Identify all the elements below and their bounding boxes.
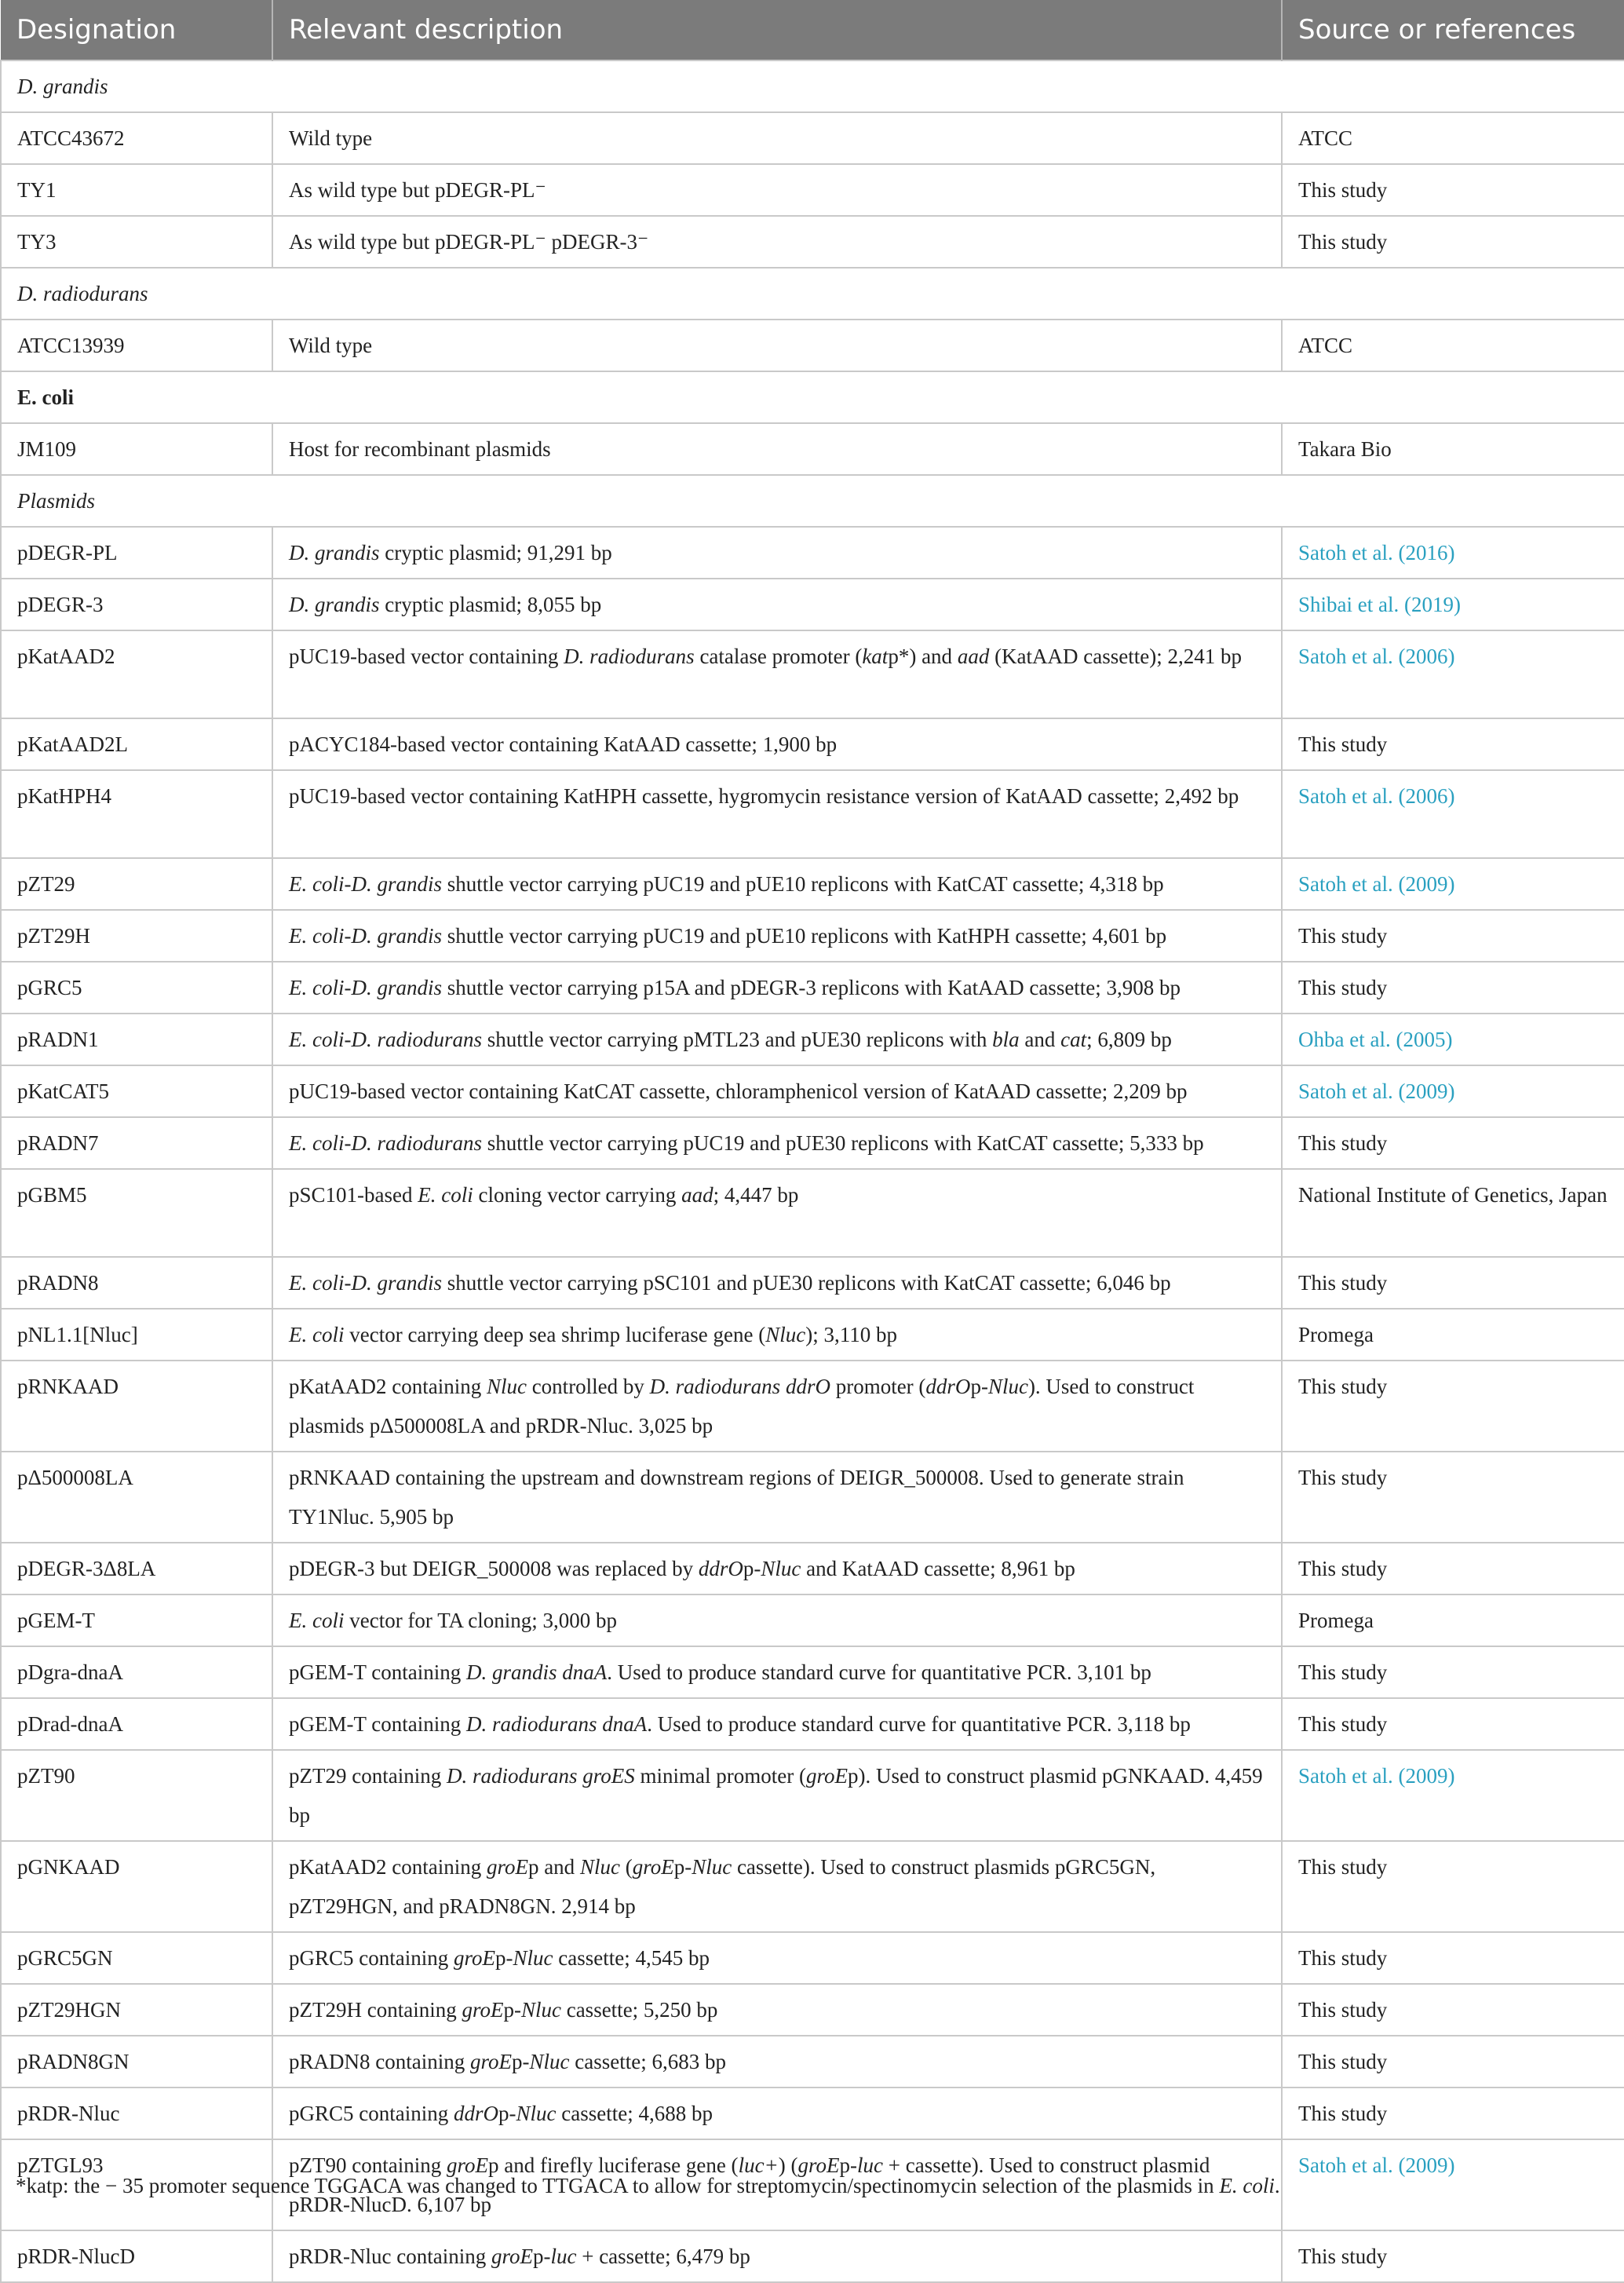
italic-text: aad (681, 1183, 713, 1207)
table-row (1, 1543, 1624, 1594)
text-run: controlled by (526, 1375, 650, 1398)
italic-text: D. radiodurans dnaA (465, 1712, 648, 1736)
italic-text: Nluc (513, 1946, 553, 1970)
text-run: pUC19-based vector containing KatHPH cassette, hygromycin resistance version of KatAAD cassette; 2,492 bp (289, 784, 1239, 808)
italic-text: D. grandis (289, 593, 380, 616)
table-row (1, 1594, 1624, 1646)
italic-text: Nluc (765, 1323, 806, 1346)
designation-cell: pRNKAAD (1, 1361, 272, 1452)
designation-cell: pRADN8GN (1, 2036, 272, 2088)
source-cell: ATCC (1282, 320, 1624, 371)
source-cell: This study (1282, 1932, 1624, 1984)
italic-text: bla (992, 1028, 1020, 1051)
text-run: ); 3,110 bp (805, 1323, 897, 1346)
designation-cell: pRADN8 (1, 1257, 272, 1309)
source-cell: This study (1282, 216, 1624, 268)
source-cell: ATCC (1282, 112, 1624, 164)
reference-link[interactable]: Shibai et al. (2019) (1282, 579, 1624, 630)
description-cell (272, 579, 1282, 630)
italic-text: groE (446, 2153, 488, 2177)
designation-cell: pDEGR-3Δ8LA (1, 1543, 272, 1594)
text-run: p and firefly luciferase gene ( (487, 2153, 739, 2177)
description-cell (272, 1750, 1282, 1841)
table-row (1, 962, 1624, 1014)
description-cell (272, 2036, 1282, 2088)
description-cell (272, 164, 1282, 216)
table-row (1, 1984, 1624, 2036)
designation-cell: pRADN1 (1, 1014, 272, 1065)
text-run: p- (839, 2153, 858, 2177)
italic-text: groE (486, 1855, 528, 1879)
text-run: cassette; 6,683 bp (569, 2050, 726, 2073)
text-run: ; 4,447 bp (713, 1183, 799, 1207)
source-cell: This study (1282, 910, 1624, 962)
description-cell (272, 1361, 1282, 1452)
reference-link[interactable]: Satoh et al. (2006) (1282, 630, 1624, 718)
text-run: pGRC5 containing (289, 2102, 454, 2125)
table-row (1, 1698, 1624, 1750)
designation-cell: pDrad-dnaA (1, 1698, 272, 1750)
source-cell: This study (1282, 1841, 1624, 1932)
italic-text: luc+ (738, 2153, 779, 2177)
text-run: cassette; 5,250 bp (560, 1998, 718, 2022)
italic-text: D. radiodurans (564, 645, 695, 668)
text-run: shuttle vector carrying pMTL23 and pUE30 replicons with (482, 1028, 993, 1051)
italic-text: groE (491, 2245, 533, 2268)
designation-cell: pDEGR-PL (1, 527, 272, 579)
designation-cell: JM109 (1, 423, 272, 475)
description-cell (272, 527, 1282, 579)
text-run: cassette; 4,688 bp (556, 2102, 713, 2125)
description-cell (272, 962, 1282, 1014)
text-run: pACYC184-based vector containing KatAAD cassette; 1,900 bp (289, 732, 838, 756)
table-row (1, 1750, 1624, 1841)
italic-text: E. coli-D. grandis (289, 924, 442, 948)
italic-text: cat (1060, 1028, 1087, 1051)
reference-link[interactable]: Ohba et al. (2005) (1282, 1014, 1624, 1065)
designation-cell: TY1 (1, 164, 272, 216)
text-run: cassette). Used to construct plasmids pGRC5GN, pZT29HGN, and pRADN8GN. 2,914 bp (289, 1855, 1156, 1918)
section-title: Plasmids (1, 475, 1624, 527)
italic-text: groE (462, 1998, 504, 2022)
description-cell (272, 1309, 1282, 1361)
description-cell (272, 2230, 1282, 2282)
table-row (1, 2036, 1624, 2088)
text-run: p*) and (888, 645, 958, 668)
section-row (1, 60, 1624, 112)
italic-text: aad (957, 645, 990, 668)
source-cell: Promega (1282, 1309, 1624, 1361)
italic-text: E. coli-D. radiodurans (289, 1131, 482, 1155)
italic-text: groE (469, 2050, 512, 2073)
designation-cell: pNL1.1[Nluc] (1, 1309, 272, 1361)
text-run: ; 6,809 bp (1086, 1028, 1172, 1051)
italic-text: E. coli (1219, 2174, 1275, 2197)
text-run: p- (532, 2245, 551, 2268)
description-cell (272, 1984, 1282, 2036)
source-cell: This study (1282, 1984, 1624, 2036)
italic-text: E. coli (289, 1609, 345, 1632)
italic-text: E. coli-D. grandis (289, 1271, 442, 1295)
designation-cell: ATCC43672 (1, 112, 272, 164)
italic-text: Nluc (579, 1855, 620, 1879)
table-row (1, 770, 1624, 858)
text-run: + cassette). Used to construct plasmid pRDR-NlucD. 6,107 bp (289, 2153, 1210, 2216)
italic-text: ddrO (454, 2102, 499, 2125)
description-cell (272, 1014, 1282, 1065)
text-run: pZT90 containing (289, 2153, 447, 2177)
description-cell (272, 1841, 1282, 1932)
text-run: ) ( (778, 2153, 798, 2177)
source-cell: This study (1282, 962, 1624, 1014)
text-run: ). Used to construct plasmids pΔ500008LA and pRDR-Nluc. 3,025 bp (289, 1375, 1195, 1437)
description-cell (272, 216, 1282, 268)
table-footnote (16, 2170, 1609, 2201)
designation-cell: pDEGR-3 (1, 579, 272, 630)
italic-text: D. grandis dnaA (465, 1660, 608, 1684)
section-title: D. grandis (1, 60, 1624, 112)
section-row (1, 371, 1624, 423)
italic-text: ddrO (925, 1375, 971, 1398)
table-row (1, 112, 1624, 164)
table-row (1, 423, 1624, 475)
text-run: pUC19-based vector containing KatCAT cassette, chloramphenicol version of KatAAD cassette; 2,209 bp (289, 1079, 1188, 1103)
italic-text: D. radiodurans ddrO (649, 1375, 830, 1398)
text-run: pDEGR-3 but DEIGR_500008 was replaced by (289, 1557, 699, 1580)
section-title: E. coli (1, 371, 1624, 423)
source-cell: This study (1282, 1117, 1624, 1169)
text-run: cryptic plasmid; 91,291 bp (379, 541, 612, 564)
text-run: cloning vector carrying (473, 1183, 682, 1207)
source-cell: This study (1282, 718, 1624, 770)
text-run: shuttle vector carrying pSC101 and pUE30 replicons with KatCAT cassette; 6,046 bp (442, 1271, 1171, 1295)
table-row (1, 630, 1624, 718)
description-cell (272, 1257, 1282, 1309)
text-run: p- (503, 1998, 521, 2022)
source-cell: This study (1282, 2036, 1624, 2088)
text-run: pZT29H containing (289, 1998, 462, 2022)
text-run: pKatAAD2 containing (289, 1855, 487, 1879)
italic-text: luc (550, 2245, 577, 2268)
description-cell (272, 858, 1282, 910)
designation-cell: pKatHPH4 (1, 770, 272, 858)
table-row (1, 1065, 1624, 1117)
italic-text: groE (632, 1855, 674, 1879)
italic-text: Nluc (529, 2050, 570, 2073)
text-run: and KatAAD cassette; 8,961 bp (801, 1557, 1075, 1580)
header-designation: Designation (1, 0, 272, 60)
source-cell: This study (1282, 164, 1624, 216)
source-cell: National Institute of Genetics, Japan (1282, 1169, 1624, 1257)
section-title: D. radiodurans (1, 268, 1624, 320)
text-run: p- (495, 1946, 513, 1970)
table-row (1, 1309, 1624, 1361)
table-row (1, 858, 1624, 910)
table-row (1, 1014, 1624, 1065)
designation-cell: pDgra-dnaA (1, 1646, 272, 1698)
designation-cell: pZT29 (1, 858, 272, 910)
table-row (1, 1452, 1624, 1543)
table-row (1, 718, 1624, 770)
designation-cell: pKatAAD2L (1, 718, 272, 770)
description-cell (272, 1646, 1282, 1698)
source-cell: This study (1282, 1257, 1624, 1309)
text-run: cryptic plasmid; 8,055 bp (379, 593, 602, 616)
text-run: vector carrying deep sea shrimp luciferase gene ( (344, 1323, 766, 1346)
description-cell (272, 1065, 1282, 1117)
italic-text: luc (857, 2153, 884, 2177)
text-run: p- (511, 2050, 530, 2073)
text-run: pKatAAD2 containing (289, 1375, 487, 1398)
description-cell (272, 630, 1282, 718)
designation-cell: pGBM5 (1, 1169, 272, 1257)
italic-text: E. coli-D. radiodurans (289, 1028, 482, 1051)
designation-cell: pRDR-NlucD (1, 2230, 272, 2282)
italic-text: E. coli (418, 1183, 473, 1207)
source-cell: This study (1282, 1543, 1624, 1594)
source-cell: Takara Bio (1282, 423, 1624, 475)
italic-text: E. coli (289, 1323, 345, 1346)
italic-text: ddrO (698, 1557, 743, 1580)
table-header-row (1, 0, 1624, 60)
section-row (1, 475, 1624, 527)
description-cell (272, 1169, 1282, 1257)
text-run: pGRC5 containing (289, 1946, 454, 1970)
description-cell (272, 2088, 1282, 2139)
italic-text: Nluc (486, 1375, 527, 1398)
italic-text: E. coli-D. grandis (289, 976, 442, 999)
description-cell (272, 1698, 1282, 1750)
italic-text: Nluc (987, 1375, 1028, 1398)
description-cell (272, 718, 1282, 770)
description-cell (272, 1594, 1282, 1646)
designation-cell: pGRC5 (1, 962, 272, 1014)
reference-link[interactable]: Satoh et al. (2006) (1282, 770, 1624, 858)
text-run: p- (673, 1855, 692, 1879)
table-row (1, 1169, 1624, 1257)
italic-text: Nluc (761, 1557, 801, 1580)
text-run: shuttle vector carrying p15A and pDEGR-3 replicons with KatAAD cassette; 3,908 bp (442, 976, 1181, 999)
description-cell (272, 1452, 1282, 1543)
source-cell: This study (1282, 1698, 1624, 1750)
header-source: Source or references (1282, 0, 1624, 60)
table-body (1, 60, 1624, 2282)
designation-cell: pKatAAD2 (1, 630, 272, 718)
text-run: As wild type but pDEGR-PL⁻ (289, 178, 546, 202)
description-cell (272, 1543, 1282, 1594)
text-run: and (1019, 1028, 1061, 1051)
italic-text: Nluc (692, 1855, 732, 1879)
designation-cell: pZT29HGN (1, 1984, 272, 2036)
description-cell (272, 112, 1282, 164)
italic-text: kat (862, 645, 889, 668)
section-row (1, 268, 1624, 320)
text-run: pGEM-T containing (289, 1660, 466, 1684)
italic-text: D. grandis (289, 541, 380, 564)
italic-text: groE (797, 2153, 840, 2177)
table-row (1, 1361, 1624, 1452)
text-run: ( (619, 1855, 633, 1879)
text-run: pZT29 containing (289, 1764, 447, 1788)
source-cell: This study (1282, 1646, 1624, 1698)
text-run: pRDR-Nluc containing (289, 2245, 491, 2268)
text-run: As wild type but pDEGR-PL⁻ pDEGR-3⁻ (289, 230, 649, 254)
text-run: + cassette; 6,479 bp (576, 2245, 750, 2268)
table-row (1, 579, 1624, 630)
description-cell (272, 770, 1282, 858)
reference-link[interactable]: Satoh et al. (2009) (1282, 858, 1624, 910)
designation-cell: ATCC13939 (1, 320, 272, 371)
table-row (1, 320, 1624, 371)
text-run: shuttle vector carrying pUC19 and pUE10 replicons with KatHPH cassette; 4,601 bp (442, 924, 1167, 948)
designation-cell: pΔ500008LA (1, 1452, 272, 1543)
text-run: shuttle vector carrying pUC19 and pUE10 replicons with KatCAT cassette; 4,318 bp (442, 872, 1164, 896)
reference-link[interactable]: Satoh et al. (2016) (1282, 527, 1624, 579)
table-row (1, 1841, 1624, 1932)
source-cell: Promega (1282, 1594, 1624, 1646)
text-run: p- (743, 1557, 761, 1580)
italic-text: Nluc (516, 2102, 557, 2125)
text-run: Host for recombinant plasmids (289, 437, 551, 461)
text-run: p- (498, 2102, 516, 2125)
source-cell: This study (1282, 1452, 1624, 1543)
designation-cell: pRDR-Nluc (1, 2088, 272, 2139)
description-cell (272, 1932, 1282, 1984)
text-run: pRADN8 containing (289, 2050, 470, 2073)
text-run: . Used to produce standard curve for quantitative PCR. 3,101 bp (607, 1660, 1151, 1684)
table-row (1, 2088, 1624, 2139)
text-run: pGEM-T containing (289, 1712, 466, 1736)
italic-text: Nluc (520, 1998, 561, 2022)
source-cell: This study (1282, 1361, 1624, 1452)
table-row (1, 1257, 1624, 1309)
text-run: pUC19-based vector containing (289, 645, 564, 668)
text-run: pSC101-based (289, 1183, 418, 1207)
designation-cell: pGEM-T (1, 1594, 272, 1646)
table-row (1, 2230, 1624, 2282)
description-cell (272, 423, 1282, 475)
text-run: p). Used to construct plasmid pGNKAAD. 4,459 bp (289, 1764, 1263, 1827)
designation-cell: TY3 (1, 216, 272, 268)
table-row (1, 216, 1624, 268)
text-run: vector for TA cloning; 3,000 bp (344, 1609, 618, 1632)
description-cell (272, 910, 1282, 962)
designation-cell: pZT90 (1, 1750, 272, 1841)
text-run: p- (970, 1375, 988, 1398)
table-row (1, 1117, 1624, 1169)
designation-cell: pGRC5GN (1, 1932, 272, 1984)
designation-cell: pZT29H (1, 910, 272, 962)
text-run: catalase promoter ( (694, 645, 863, 668)
designation-cell: pZTGL93 (1, 2139, 272, 2230)
table-row (1, 527, 1624, 579)
designation-cell: pKatCAT5 (1, 1065, 272, 1117)
source-cell: This study (1282, 2230, 1624, 2282)
text-run: cassette; 4,545 bp (553, 1946, 710, 1970)
text-run: shuttle vector carrying pUC19 and pUE30 replicons with KatCAT cassette; 5,333 bp (482, 1131, 1204, 1155)
italic-text: groE (805, 1764, 848, 1788)
text-run: *katp: the − 35 promoter sequence TGGACA was changed to TTGACA to allow for streptomycin/spectinomycin selection of the plasmids in (16, 2174, 1220, 2197)
header-description: Relevant description (272, 0, 1282, 60)
text-run: . (1274, 2174, 1280, 2197)
text-run: p and (527, 1855, 580, 1879)
description-cell (272, 320, 1282, 371)
table-row (1, 1646, 1624, 1698)
table-row (1, 1932, 1624, 1984)
italic-text: D. radiodurans groES (446, 1764, 635, 1788)
table-row (1, 164, 1624, 216)
text-run: Wild type (289, 334, 373, 357)
text-run: (KatAAD cassette); 2,241 bp (989, 645, 1242, 668)
reference-link[interactable]: Satoh et al. (2009) (1282, 1065, 1624, 1117)
text-run: minimal promoter ( (634, 1764, 806, 1788)
text-run: pRNKAAD containing the upstream and downstream regions of DEIGR_500008. Used to generate strain TY1Nluc. 5,905 bp (289, 1466, 1184, 1529)
description-cell (272, 1117, 1282, 1169)
designation-cell: pRADN7 (1, 1117, 272, 1169)
text-run: Wild type (289, 126, 373, 150)
reference-link[interactable]: Satoh et al. (2009) (1282, 1750, 1624, 1841)
table-row (1, 910, 1624, 962)
text-run: promoter ( (830, 1375, 926, 1398)
text-run: . Used to produce standard curve for quantitative PCR. 3,118 bp (647, 1712, 1191, 1736)
italic-text: E. coli-D. grandis (289, 872, 442, 896)
designation-cell: pGNKAAD (1, 1841, 272, 1932)
italic-text: groE (454, 1946, 495, 1970)
source-cell: This study (1282, 2088, 1624, 2139)
reference-link[interactable]: Satoh et al. (2009) (1282, 2139, 1624, 2230)
